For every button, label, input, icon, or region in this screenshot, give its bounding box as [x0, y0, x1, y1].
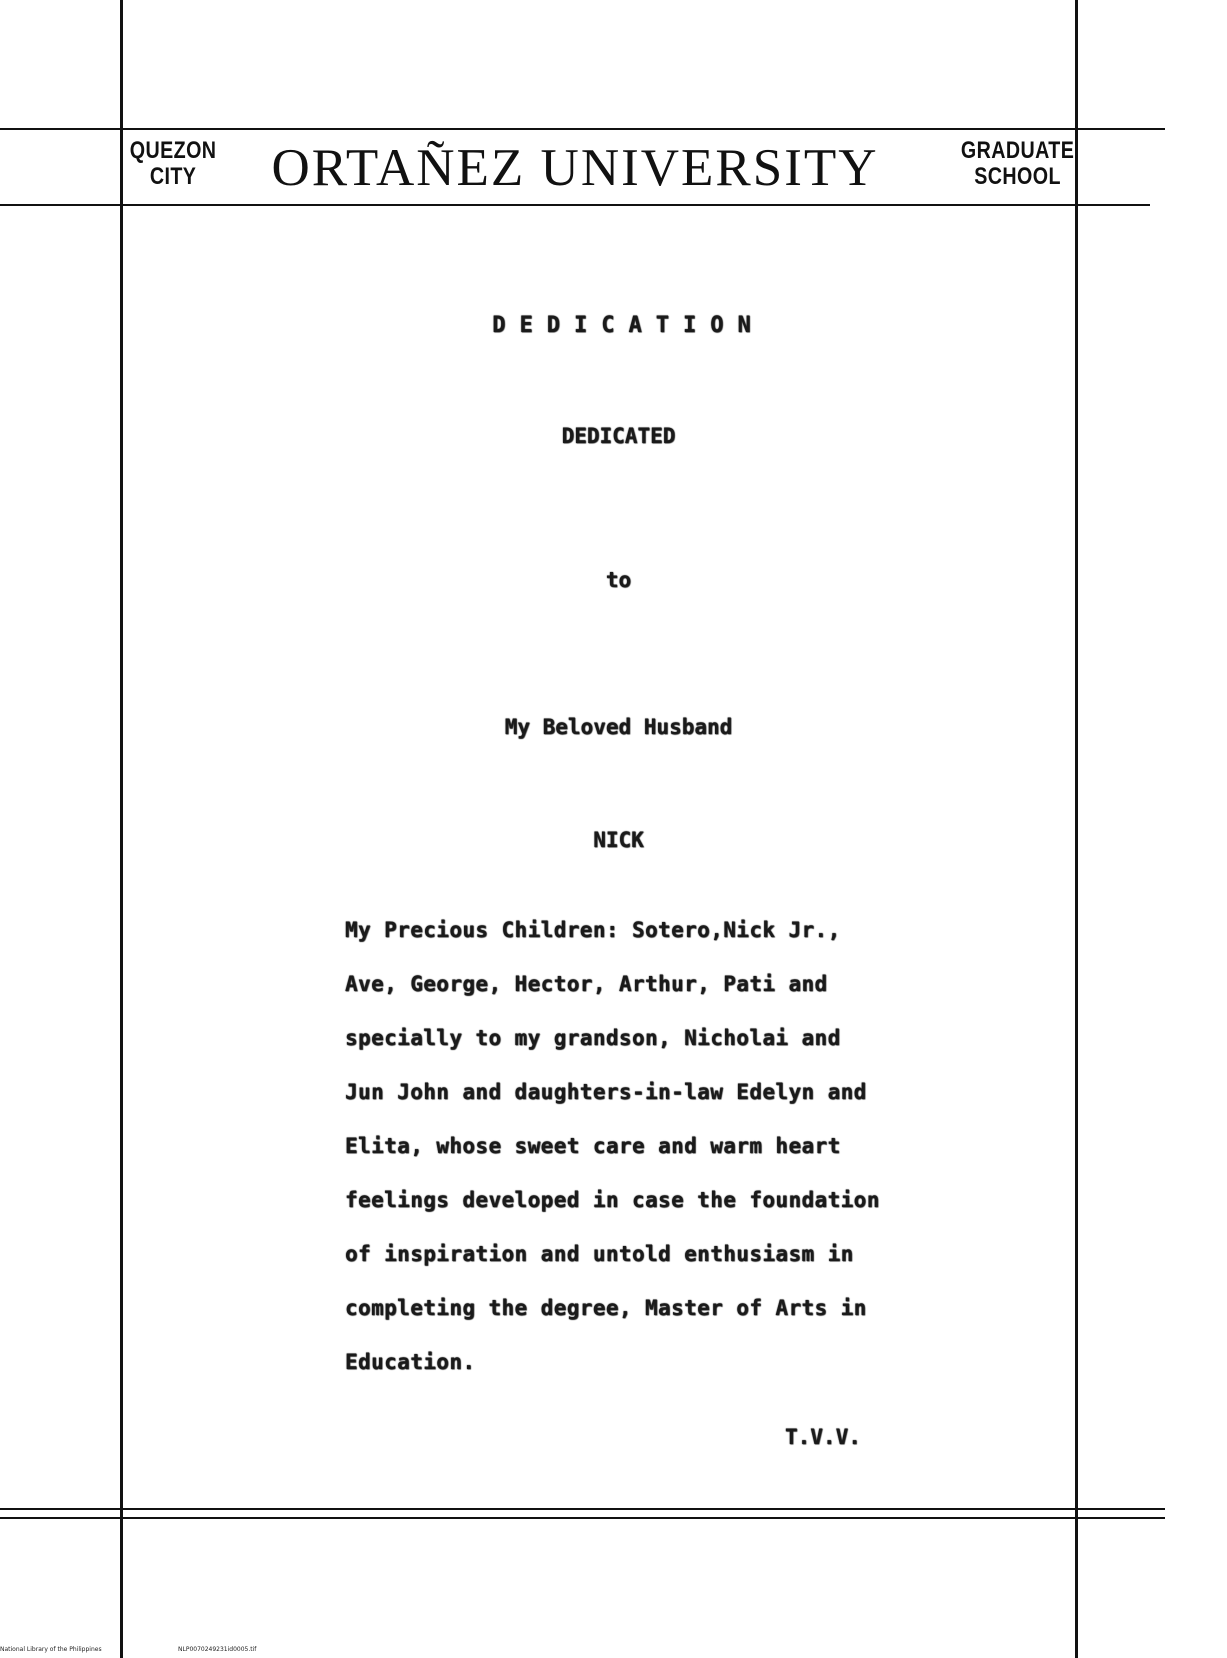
husband-name: NICK	[593, 828, 644, 852]
author-initials: T.V.V.	[785, 1425, 861, 1449]
body-line: completing the degree, Master of Arts in	[345, 1296, 867, 1320]
footer-bottom-rule	[0, 1517, 1165, 1519]
husband-line: My Beloved Husband	[504, 715, 733, 739]
body-line: Education.	[345, 1350, 476, 1374]
letterhead-school-line1: GRADUATE	[960, 137, 1075, 164]
body-line: of inspiration and untold enthusiasm in	[345, 1242, 854, 1266]
letterhead	[120, 130, 1075, 204]
body-line: Jun John and daughters-in-law Edelyn and	[345, 1080, 867, 1104]
archive-credit: National Library of the Philippines	[0, 1646, 102, 1653]
letterhead-city	[128, 138, 218, 190]
archive-filename: NLP0070249231id0005.tif	[178, 1646, 257, 1653]
footer-top-rule	[0, 1508, 1165, 1510]
body-line: Ave, George, Hector, Arthur, Pati and	[345, 972, 828, 996]
university-name: ORTAÑEZ UNIVERSITY	[271, 139, 879, 197]
body-line: Elita, whose sweet care and warm heart	[345, 1134, 841, 1158]
dedication-heading: DEDICATION	[492, 313, 765, 338]
letterhead-city-line1: QUEZON	[129, 137, 217, 164]
dedicated-line: DEDICATED	[561, 424, 676, 448]
to-line: to	[605, 568, 632, 592]
body-line: feelings developed in case the foundation	[345, 1188, 880, 1212]
letterhead-school	[960, 138, 1075, 190]
body-line: specially to my grandson, Nicholai and	[345, 1026, 841, 1050]
letterhead-city-line2: CITY	[149, 163, 197, 190]
letterhead-bottom-rule	[0, 204, 1150, 206]
body-line: My Precious Children: Sotero,Nick Jr.,	[345, 918, 841, 942]
letterhead-school-line2: SCHOOL	[974, 163, 1061, 190]
